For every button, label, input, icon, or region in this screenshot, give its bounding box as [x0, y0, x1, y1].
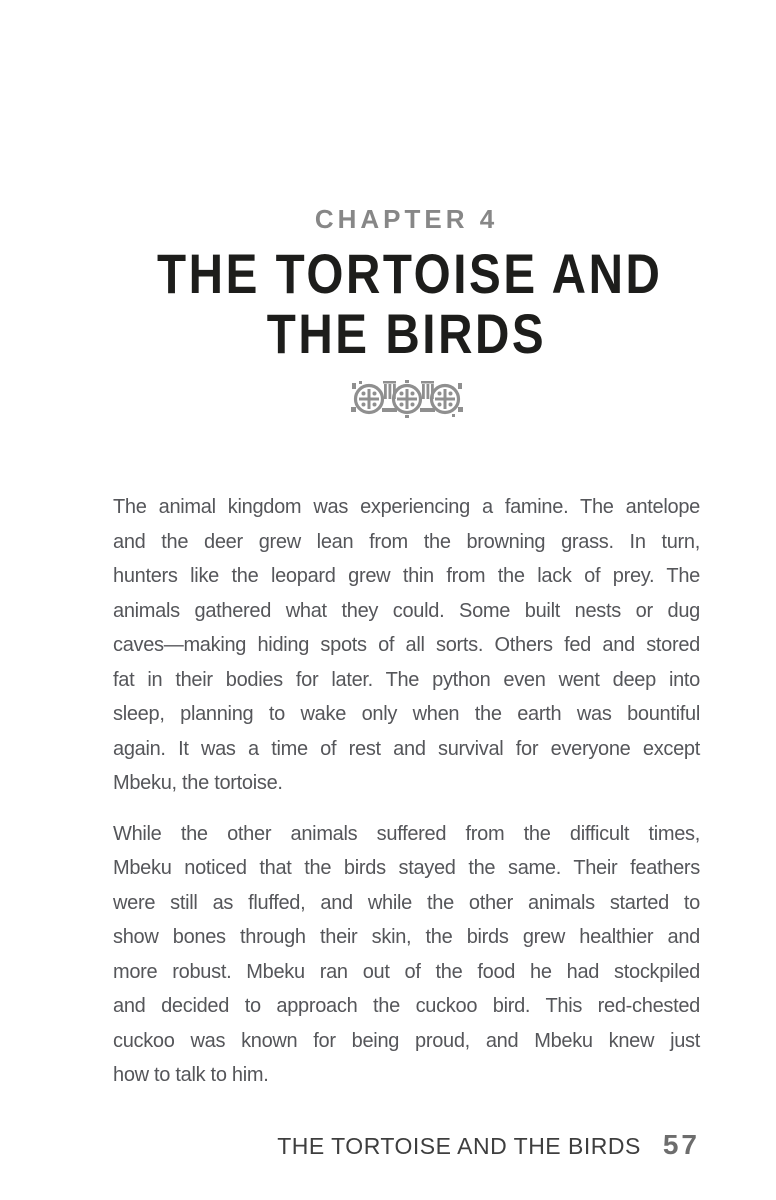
text-line: animals gathered what they could. Some built nests or dug [113, 599, 700, 622]
running-title: THE TORTOISE AND THE BIRDS [277, 1133, 641, 1159]
text-line: show bones through their skin, the birds grew healthier and [113, 926, 700, 948]
text-line: The animal kingdom was experiencing a famine. The antelope [113, 496, 700, 518]
page-footer [277, 1129, 700, 1161]
text-line: and the deer grew lean from the browning grass. In turn, [113, 530, 700, 553]
story-text [113, 490, 700, 1093]
text-line: sleep, planning to wake only when the earth was bountiful [113, 703, 700, 725]
text-line: and decided to approach the cuckoo bird. This red-chested [113, 995, 700, 1017]
text-line: were still as fluffed, and while the other animals started to [113, 891, 700, 914]
chapter-title-line-2: THE BIRDS [266, 302, 547, 365]
content-column [113, 0, 700, 1093]
text-line: Mbeku noticed that the birds stayed the same. Their feathers [113, 857, 700, 879]
text-line: more robust. Mbeku ran out of the food he had stockpiled [113, 960, 700, 983]
chapter-title-line-1: THE TORTOISE AND [157, 242, 663, 305]
text-line: cuckoo was known for being proud, and Mbeku knew just [113, 1029, 700, 1052]
text-line: hunters like the leopard grew thin from the lack of prey. The [113, 565, 700, 587]
text-line: Mbeku, the tortoise. [113, 772, 283, 794]
adinkra-band-icon [351, 380, 463, 418]
chapter-title [113, 244, 700, 364]
text-line: fat in their bodies for later. The python even went deep into [113, 668, 700, 691]
text-line: again. It was a time of rest and survival for everyone except [113, 737, 700, 760]
chapter-ornament [113, 380, 700, 423]
chapter-label: CHAPTER 4 [314, 204, 499, 234]
page-number: 57 [662, 1129, 700, 1160]
chapter-heading [113, 204, 700, 423]
text-line: caves—making hiding spots of all sorts. Others fed and stored [113, 634, 700, 656]
paragraph [113, 490, 700, 801]
paragraph [113, 817, 700, 1093]
text-line: how to talk to him. [113, 1064, 269, 1086]
text-line: While the other animals suffered from the difficult times, [113, 822, 700, 845]
